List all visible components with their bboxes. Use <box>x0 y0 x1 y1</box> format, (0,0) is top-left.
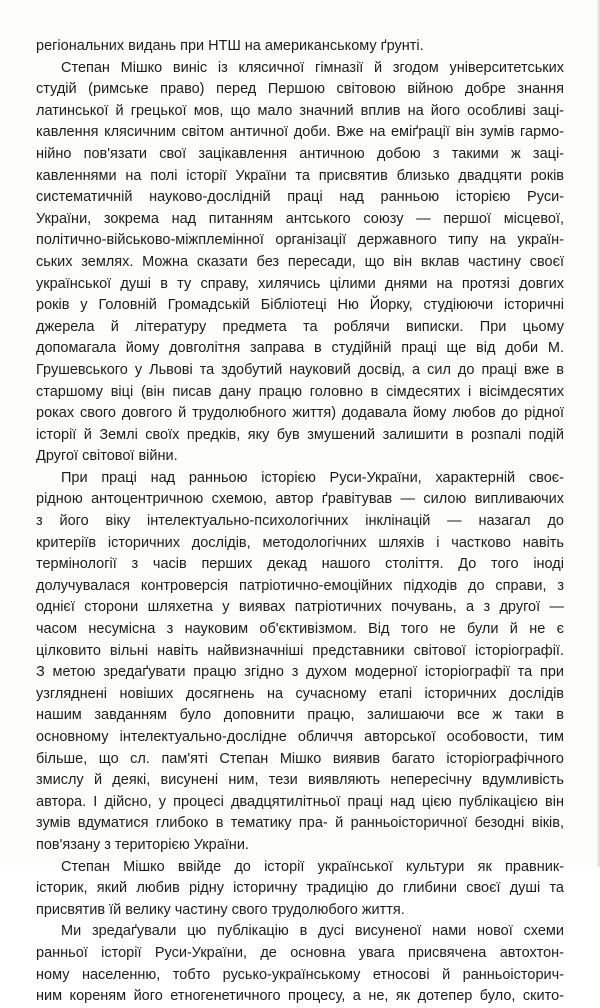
text-line: історик, який любив рідну історичну традицію до глибини своєї душі та <box>36 880 564 897</box>
text-line: присвятив їй велику частину свого трудолюбого життя. <box>36 901 405 918</box>
text-line: нашим завданням було доповнити працю, залишаючи все ж таки в <box>36 707 564 724</box>
text-line: ному населенню, тобто русько-українському етносові й ранньоісторич- <box>36 966 564 983</box>
page-edge-shadow <box>596 0 600 867</box>
text-line: часом несумісна з науковим об'єктивізмом. Від того не були й не є <box>36 621 564 638</box>
text-line: Ми зредаґували цю публікацію в дусі висуненої нами нової схеми <box>61 923 564 940</box>
text-line: історії й Землі своїх предків, яку був змушений залишити в розпалі подій <box>36 426 564 443</box>
text-line: нійно пов'язати свої зацікавлення античною добою з такими ж заці- <box>36 145 564 162</box>
text-line: термінології з часів перших декад нашого століття. До того іноді <box>36 556 564 573</box>
text-line: зумів вдуматися глибоко в тематику пра- й ранньоісторичної безодні віків, <box>36 815 564 832</box>
text-line: однієї сторони шляхетна у виявах патріотичних почувань, а з другої — <box>36 599 564 616</box>
text-line: пов'язану з територією України. <box>36 836 249 853</box>
text-line: кавленнями на полі історії України та присвятив близько двадцяти років <box>36 167 564 184</box>
text-line: змислу й деякі, висунені ним, тези виявляють непересічну вдумливість <box>36 772 564 789</box>
text-line: систематичній науково-дослідній праці над ранньою історією Руси- <box>36 189 564 206</box>
text-line: років у Головній Громадській Бібліотеці Ню Йорку, студіюючи історичні <box>36 297 564 314</box>
text-line: узгляднені новіших досягнень на сучасному етапі історичних дослідів <box>36 685 564 702</box>
text-line: студій (римське право) перед Першою світовою війною добре знання <box>36 81 564 98</box>
text-line: автора. І дійсно, у процесі двадцятилітньої праці над цією публікацією він <box>36 793 564 810</box>
text-line: ських землях. Можна сказати без пересади, що він вклав частину своєї <box>36 253 564 270</box>
text-line: більше, що сл. пам'яті Степан Мішко виявив багато історіографічного <box>36 750 564 767</box>
text-line: ним кореням його етногенетичного процесу, а не, як дотепер було, скито- <box>36 988 564 1005</box>
text-line: джерела й літературу предмета та роблячи виписки. При цьому <box>36 318 564 335</box>
text-line: з його віку інтелектуально-психологічних інклінацій — назагал до <box>36 513 564 530</box>
text-line: старшому віці (він писав дану працю головно в сімдесятих і вісімдесятих <box>36 383 564 400</box>
text-line: Грушевського у Львові та здобутий науковий досвід, а сил до праці вже в <box>36 361 564 378</box>
text-line: латинської й грецької мов, що мало значний вплив на його особливі заці- <box>36 102 564 119</box>
text-line: України, зокрема над питанням антського союзу — першої місцевої, <box>36 210 564 227</box>
text-line: цілковито вільні навіть найвизначніші представники світової історіографії. <box>36 642 564 659</box>
text-line: рідною антоцентричною схемою, автор ґравітував — силою випливаючих <box>36 491 564 508</box>
text-line: ранньої історії Руси-України, де основна увага присвячена автохтон- <box>36 944 564 961</box>
text-line: регіональних видань при НТШ на американському ґрунті. <box>36 38 424 54</box>
text-line: української душі в ту справу, хилячись цілими днями на протязі довгих <box>36 275 564 292</box>
document-body-text <box>36 36 564 1008</box>
text-line: основному інтелектуально-дослідне обличчя авторської особовости, тим <box>36 729 564 745</box>
text-line: політично-військово-міжплемінної організації державного типу на україн- <box>36 232 564 249</box>
text-line: критеріїв історичних дослідів, методологічних шляхів і частково навіть <box>36 534 564 551</box>
text-line: При праці над ранньою історією Руси-України, характерній своє- <box>61 469 564 486</box>
text-line: Другої світової війни. <box>36 448 178 465</box>
text-line: Степан Мішко ввійде до історії української культури як правник- <box>61 858 564 875</box>
text-line: кавлення клясичним світом античної доби. Вже на еміґрації він зумів гармо- <box>36 124 564 141</box>
text-line: З метою зредаґувати працю згідно з духом модерної історіографії та при <box>36 664 564 681</box>
text-line: Степан Мішко виніс із клясичної гімназії й згодом університетських <box>61 59 564 76</box>
text-line: допомагала йому довголітня заправа в студійній праці ще від доби М. <box>36 340 564 357</box>
text-line: долучувалася контроверсія патріотично-емоційних підходів до справи, з <box>36 577 564 594</box>
text-line: роках свого довгого й трудолюбного життя) додавала йому любов до рідної <box>36 405 564 422</box>
